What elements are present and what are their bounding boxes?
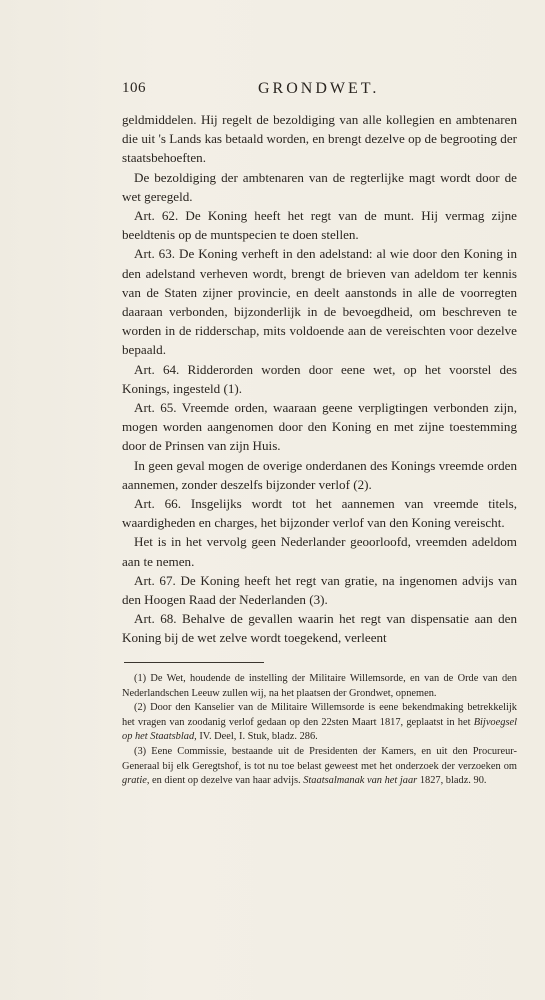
body-text [122, 110, 517, 648]
body-paragraph: De bezoldiging der ambtenaren van de regterlijke magt wordt door de wet geregeld. [122, 169, 517, 204]
article-67: Art. 67. De Koning heeft het regt van gratie, na ingenomen advijs van den Hoogen Raad der Nederlanden (3). [122, 572, 517, 608]
running-title: GRONDWET. [258, 80, 380, 97]
page-header [122, 80, 412, 104]
body-paragraph: In geen geval mogen de overige onderdanen des Konings vreemde orden aannemen, zonder deszelfs bijzonder verlof (2). [122, 457, 517, 492]
footnote-2-italic: Bijvoegsel op het Staatsblad [122, 716, 517, 743]
footnote-3-tail: 1827, bladz. 90. [419, 775, 487, 787]
article-66: Art. 66. Insgelijks wordt tot het aannemen van vreemde titels, waardigheden en charges, het bijzonder verlof van den Koning vereischt. [122, 496, 517, 531]
footnote-2 [122, 701, 517, 745]
body-paragraph: geldmiddelen. Hij regelt de bezoldiging van alle kollegien en ambtenaren die uit 's Lands kas betaald worden, en brengt dezelve op de begrooting der staatsbehoeften. [122, 112, 517, 166]
body-paragraph: Het is in het vervolg geen Nederlander geoorloofd, vreemden adeldom aan te nemen. [122, 534, 517, 569]
footnote-3-mid: , en dient op dezelve van haar advijs. [146, 775, 301, 787]
footnote-1: (1) De Wet, houdende de instelling der Militaire Willemsorde, en van de Orde van den Nederlandschen Leeuw zullen wij, na het plaatsen der Grondwet, opnemen. [122, 673, 517, 699]
article-68: Art. 68. Behalve de gevallen waarin het regt van dispensatie aan den Koning bij de wet zelve wordt toegekend, verleent [122, 611, 517, 646]
article-64: Art. 64. Ridderorden worden door eene wet, op het voorstel des Konings, ingesteld (1). [122, 361, 517, 396]
footnotes [122, 672, 517, 789]
article-63: Art. 63. De Koning verheft in den adelstand: al wie door den Koning in den adelstand verheven wordt, brengt de brieven van adeldom ter kennis van de Staten zijner provincie, en deelt aanstonds in alle de voorregten daaraan verbonden, bijzonderlijk in de bevoegdheid, om beschreven te worden in de ridderschap, mits voldoende aan de vereischten voor dezelve bepaald. [122, 246, 517, 358]
footnote-2-text: (2) Door den Kanselier van de Militaire Willemsorde is eene bekendmaking betrekkelijk het vragen van zoodanig verlof gedaan op den 22sten Maart 1817, geplaatst in het [122, 702, 517, 728]
page-number: 106 [122, 80, 146, 96]
footnote-2-tail: , IV. Deel, I. Stuk, bladz. 286. [194, 731, 318, 743]
footnote-3-source: Staatsalmanak van het jaar [303, 775, 418, 787]
article-65: Art. 65. Vreemde orden, waaraan geene verpligtingen verbonden zijn, mogen worden aangenomen door den Koning en met zijne toestemming door de Prinsen van zijn Huis. [122, 400, 517, 454]
article-62: Art. 62. De Koning heeft het regt van de munt. Hij vermag zijne beeldtenis op de muntspecien te doen stellen. [122, 208, 517, 243]
footnote-divider [124, 662, 264, 663]
footnote-3-text: (3) Eene Commissie, bestaande uit de Presidenten der Kamers, en uit den Procureur-Generaal bij elk Geregtshof, is tot nu toe belast geweest met het onderzoek der verzoeken om [122, 745, 517, 772]
footnote-3-italic: gratie [122, 775, 147, 787]
footnote-3 [122, 745, 517, 789]
